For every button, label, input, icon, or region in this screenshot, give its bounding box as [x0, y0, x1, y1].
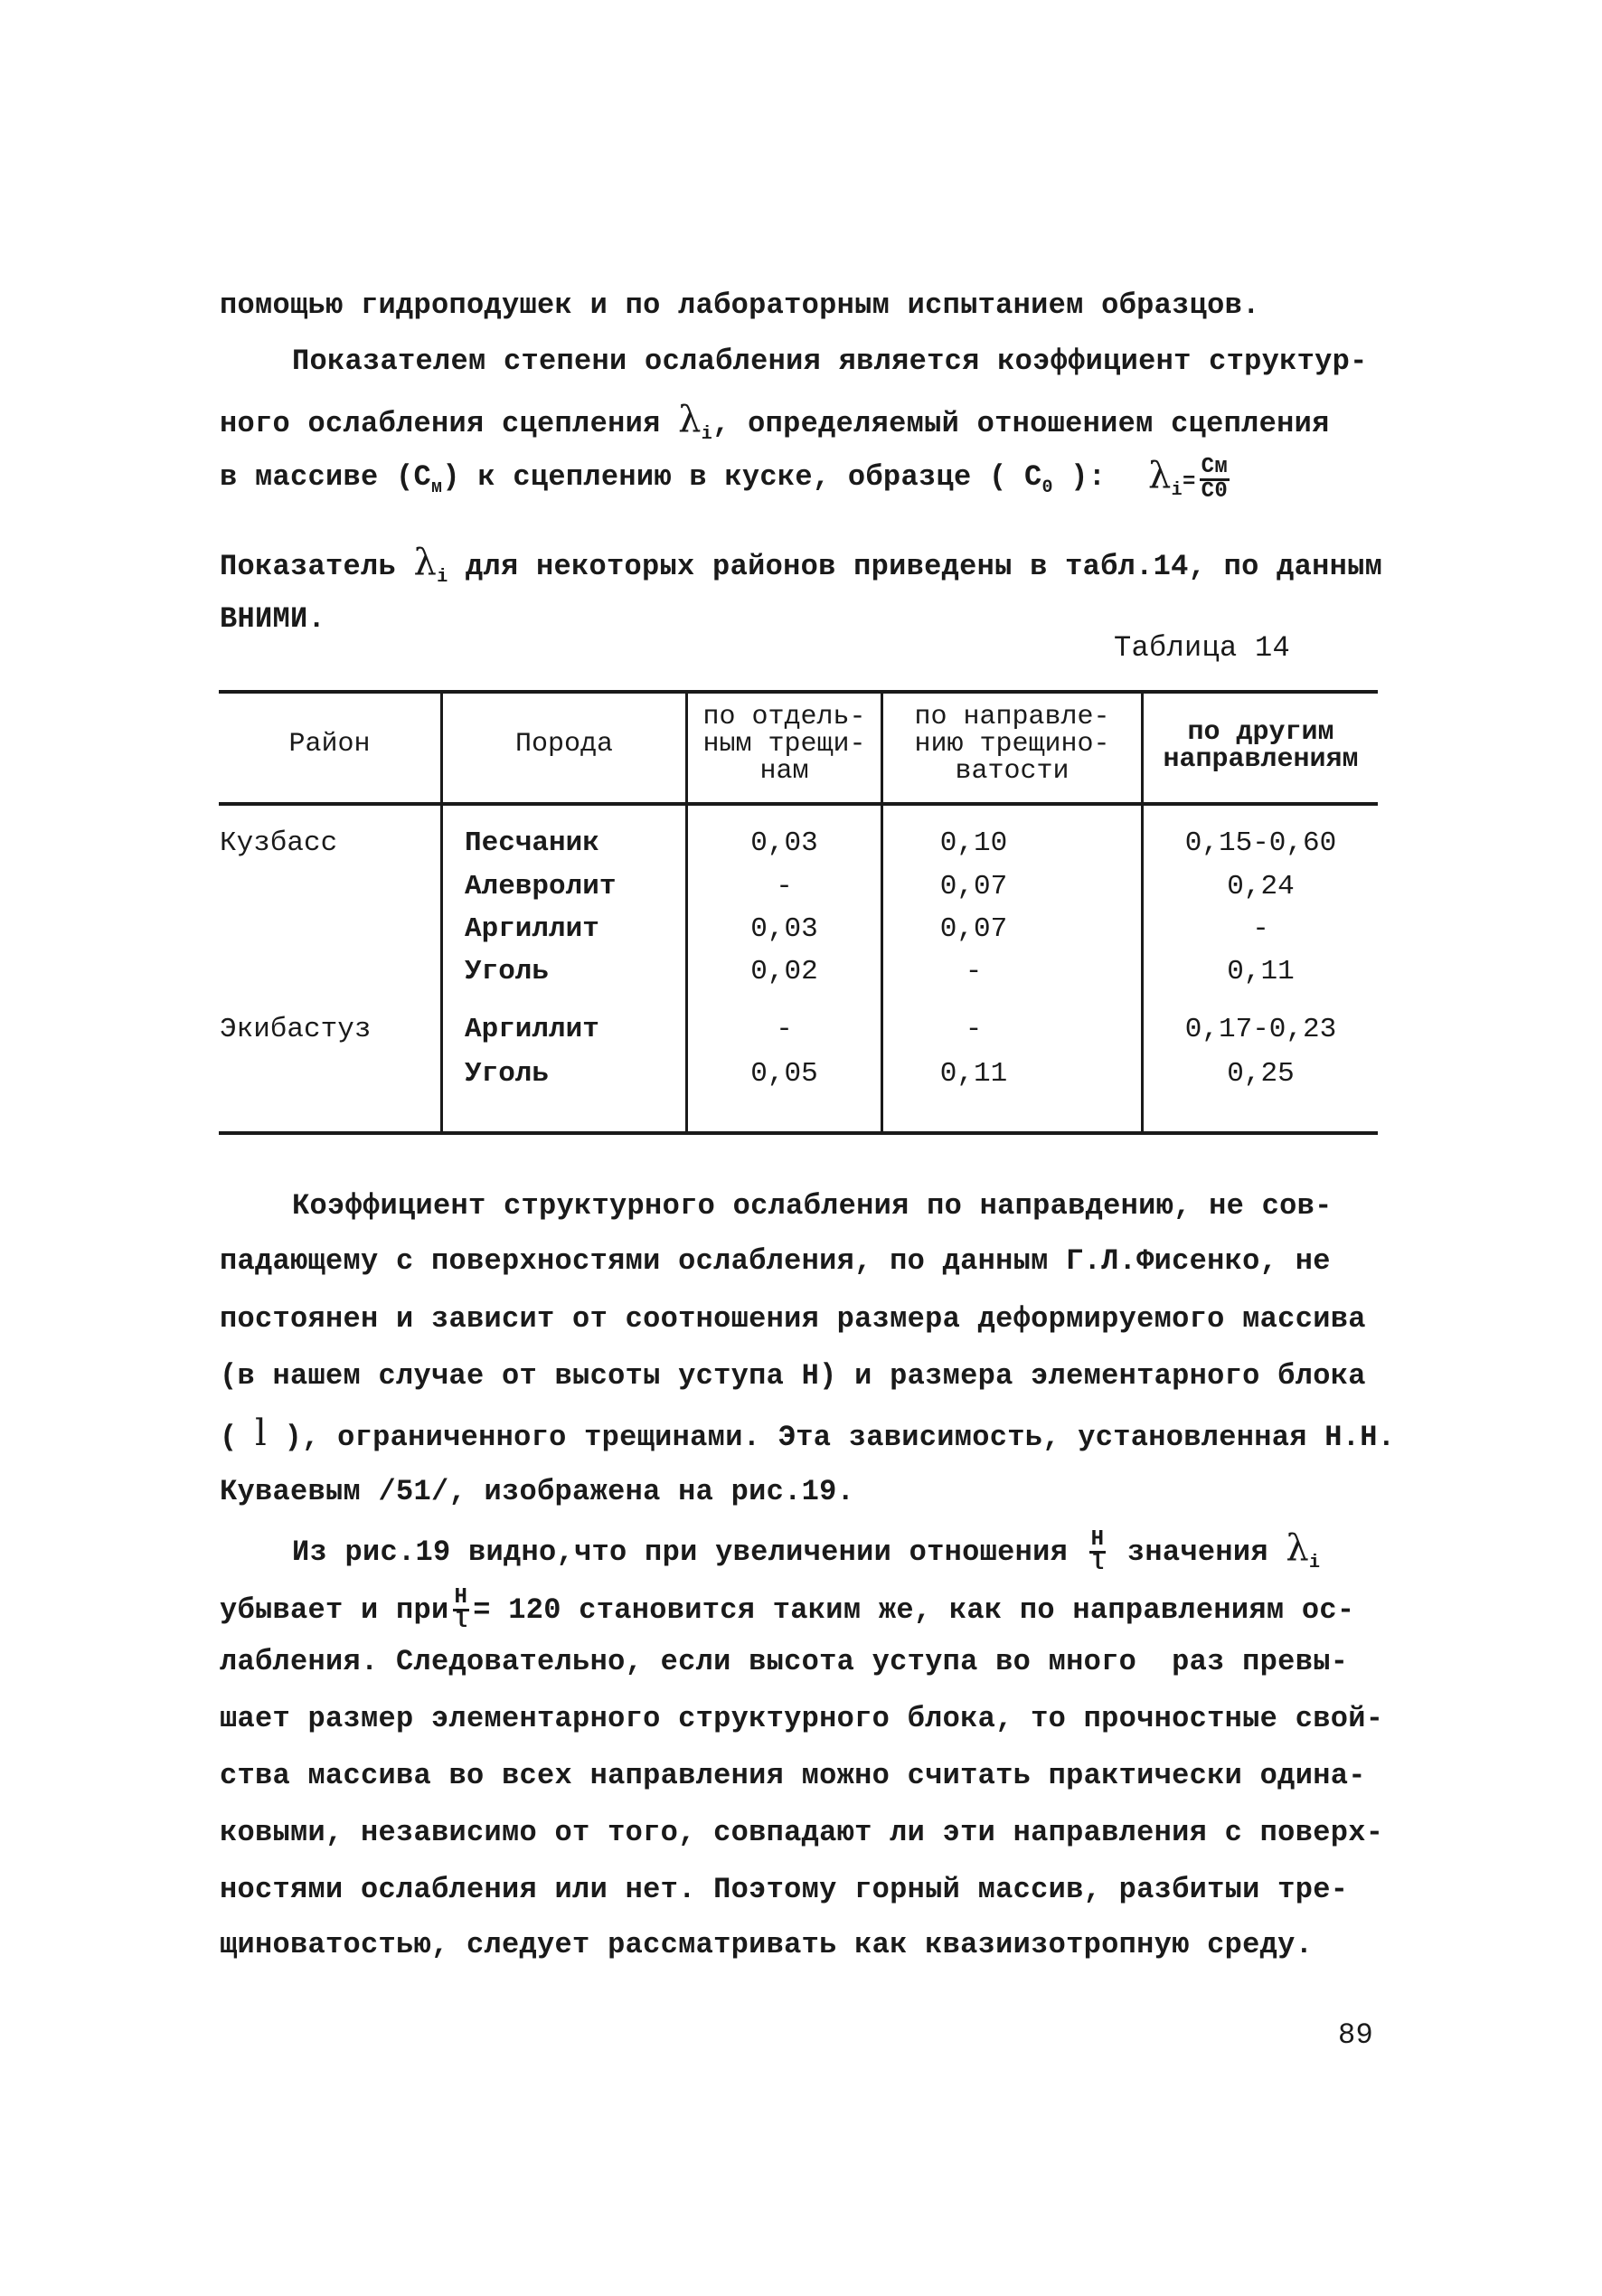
- text-line: [220, 1587, 1354, 1633]
- table-cell: 0,07: [939, 871, 1008, 902]
- fraction-numerator: H: [454, 1585, 468, 1610]
- fraction-denominator: C0: [1201, 479, 1229, 504]
- table-header-rayon: Район: [288, 729, 371, 760]
- column-divider: [440, 692, 443, 1133]
- text-line: [220, 459, 1106, 506]
- table-cell: -: [965, 956, 983, 987]
- lambda-symbol: λ: [1286, 1526, 1310, 1569]
- fraction-denominator: l: [1090, 1552, 1105, 1576]
- fraction-h-over-l: [1089, 1529, 1107, 1575]
- text-line: ВНИМИ.: [220, 602, 326, 636]
- text-line: падающему с поверхностями ослабления, по данным Г.Л.Фисенко, не: [220, 1244, 1331, 1278]
- text-line: (в нашем случае от высоты уступа Н) и размера элементарного блока: [220, 1359, 1366, 1393]
- table-header-poroda: Порода: [514, 729, 614, 760]
- text-line: ностями ослабления или нет. Поэтому горный массив, разбитыи тре-: [220, 1873, 1349, 1906]
- fraction-denominator: l: [454, 1610, 468, 1634]
- table-top-rule: [219, 690, 1378, 694]
- subscript: i: [437, 567, 448, 588]
- table-cell: 0,11: [939, 1058, 1008, 1090]
- text-segment: в массиве (С: [220, 460, 432, 494]
- table-cell: 0,03: [750, 827, 818, 859]
- table-header-individual-cracks: по отдель- ным трещи- нам: [702, 702, 866, 787]
- table-cell: 0,03: [750, 913, 818, 945]
- text-segment: убывает и при: [220, 1592, 449, 1627]
- table-cell: Аргиллит: [465, 1014, 599, 1045]
- text-segment: (: [220, 1421, 256, 1454]
- lambda-symbol: λ: [678, 399, 702, 440]
- table-cell: 0,07: [939, 913, 1008, 945]
- fraction-numerator: H: [1090, 1527, 1105, 1552]
- text-segment: ного ослабления сцепления: [220, 407, 679, 440]
- table-bottom-rule: [219, 1131, 1378, 1135]
- text-line: шает размер элементарного структурного блока, то прочностные свой-: [220, 1702, 1384, 1735]
- table-caption: Таблица 14: [1114, 631, 1291, 665]
- table-cell: 0,24: [1227, 871, 1295, 902]
- table-cell: Алевролит: [465, 871, 617, 902]
- table-cell: Кузбасс: [220, 827, 338, 859]
- page-number: 89: [1338, 2018, 1374, 2052]
- subscript: 0: [1041, 477, 1053, 498]
- text-line: постоянен и зависит от соотношения размера деформируемого массива: [220, 1302, 1366, 1336]
- l-symbol: l: [255, 1413, 268, 1454]
- text-line: ства массива во всех направления можно считать практически одина-: [220, 1759, 1366, 1792]
- table-header-rule: [219, 802, 1378, 806]
- subscript: i: [1309, 1552, 1321, 1573]
- table-cell: 0,17-0,23: [1184, 1014, 1337, 1045]
- text-line: Куваевым /51/, изображена на рис.19.: [220, 1475, 855, 1508]
- text-segment: значения: [1109, 1535, 1286, 1569]
- text-segment: , определяемый отношением сцепления: [712, 407, 1330, 440]
- table-cell: Песчаник: [465, 827, 599, 859]
- text-segment: Из рис.19 видно,что при увеличении отношения: [292, 1535, 1086, 1569]
- table-cell: -: [776, 1014, 793, 1045]
- table-cell: 0,25: [1227, 1058, 1295, 1090]
- text-line: щиноватостью, следует рассматривать как квазиизотропную среду.: [220, 1928, 1314, 1961]
- table-header-other-directions: по другим направлениям: [1163, 717, 1359, 775]
- text-segment: = 120 становится таким же, как по направлениям ос-: [473, 1592, 1355, 1627]
- text-segment: ):: [1052, 460, 1107, 494]
- lambda-symbol: λ: [413, 542, 438, 583]
- text-line: [220, 1415, 1395, 1456]
- fraction-h-over-l: [453, 1587, 470, 1633]
- subscript: м: [431, 477, 443, 498]
- table-cell: Уголь: [465, 956, 550, 987]
- lambda-symbol: λ: [1148, 454, 1172, 496]
- text-segment: Показатель: [220, 550, 414, 583]
- table-cell: Аргиллит: [465, 913, 599, 945]
- table-cell: -: [776, 871, 793, 902]
- table-cell: 0,10: [939, 827, 1008, 859]
- text-line: [292, 1526, 1321, 1582]
- fraction-numerator: Cм: [1201, 455, 1229, 479]
- text-segment: ), ограниченного трещинами. Эта зависимость, установленная Н.Н.: [267, 1421, 1396, 1454]
- table-cell: 0,15-0,60: [1184, 827, 1337, 859]
- text-line: лабления. Следовательно, если высота уступа во много раз превы-: [220, 1645, 1349, 1678]
- subscript: i: [1171, 479, 1183, 501]
- table-cell: Экибастуз: [220, 1014, 372, 1045]
- equals-sign: =: [1182, 469, 1196, 495]
- fraction: [1200, 457, 1230, 503]
- table-header-crack-direction: по направле- нию трещино- ватости: [914, 702, 1110, 787]
- table-cell: -: [965, 1014, 983, 1045]
- table-cell: Уголь: [465, 1058, 550, 1090]
- text-line: ковыми, независимо от того, совпадают ли эти направления с поверх-: [220, 1816, 1384, 1849]
- table-cell: 0,02: [750, 956, 818, 987]
- text-line: помощью гидроподушек и по лабораторным испытанием образцов.: [220, 288, 1260, 322]
- formula-lambda: [1148, 454, 1233, 509]
- text-line: Коэффициент структурного ослабления по направдению, не сов-: [292, 1189, 1333, 1223]
- table-cell: 0,05: [750, 1058, 818, 1090]
- text-line: [220, 544, 1382, 596]
- text-segment: для некоторых районов приведены в табл.14, по данным: [448, 550, 1383, 583]
- text-segment: ) к сцеплению в куске, образце ( С: [442, 460, 1042, 494]
- text-line: [220, 399, 1330, 453]
- table-cell: -: [1252, 913, 1269, 945]
- subscript: i: [701, 424, 713, 445]
- table-cell: 0,11: [1227, 956, 1295, 987]
- text-line: Показателем степени ослабления является коэффициент структур-: [292, 345, 1368, 378]
